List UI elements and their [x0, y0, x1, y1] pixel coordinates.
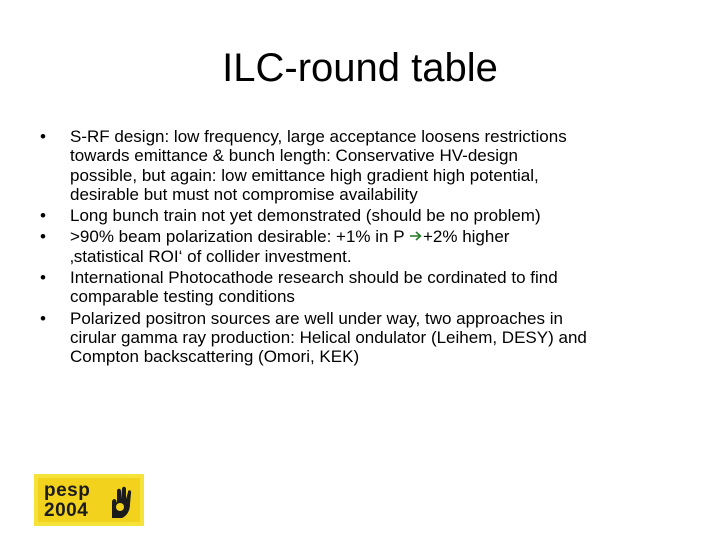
bullet-item: [40, 227, 690, 266]
bullet-line: S-RF design: low frequency, large acceptance loosens restrictions: [70, 127, 567, 146]
hand-icon: [106, 482, 138, 525]
pesp-logo: [34, 474, 144, 526]
bullet-item: [40, 268, 690, 307]
bullet-line: comparable testing conditions: [70, 287, 295, 307]
bullet-line: Compton backscattering (Omori, KEK): [70, 347, 360, 367]
logo-text-year: 2004: [44, 500, 89, 521]
bullet-line: Long bunch train not yet demonstrated (should be no problem): [70, 206, 541, 226]
bullet-item: [40, 309, 690, 367]
logo-text-pesp: pesp: [44, 480, 91, 501]
bullet-line: towards emittance & bunch length: Conservative HV-design: [70, 146, 518, 166]
bullet-line: cirular gamma ray production: Helical ondulator (Leihem, DESY) and: [70, 327, 587, 347]
right-arrow-icon: [409, 227, 423, 246]
bullet-marker: •: [40, 268, 46, 288]
bullet-list: [40, 127, 690, 369]
bullet-line: possible, but again: low emittance high gradient high potential,: [70, 165, 539, 185]
bullet-item: [40, 206, 690, 225]
bullet-marker: •: [40, 127, 46, 146]
bullet-line-start: >90% beam polarization desirable: +1% in P: [70, 227, 409, 247]
bullet-marker: •: [40, 308, 46, 328]
bullet-line: International Photocathode research should be cordinated to find: [70, 268, 558, 288]
bullet-marker: •: [40, 206, 46, 226]
logo-background: [38, 478, 140, 522]
bullet-marker: •: [40, 227, 46, 247]
bullet-line: ‚statistical ROI‘ of collider investment.: [70, 246, 352, 266]
bullet-line: desirable but must not compromise availability: [70, 184, 418, 204]
slide-title: ILC-round table: [222, 46, 498, 90]
bullet-item: [40, 127, 690, 204]
bullet-line-end: +2% higher: [422, 227, 510, 247]
bullet-line: Polarized positron sources are well under way, two approaches in: [70, 308, 563, 328]
